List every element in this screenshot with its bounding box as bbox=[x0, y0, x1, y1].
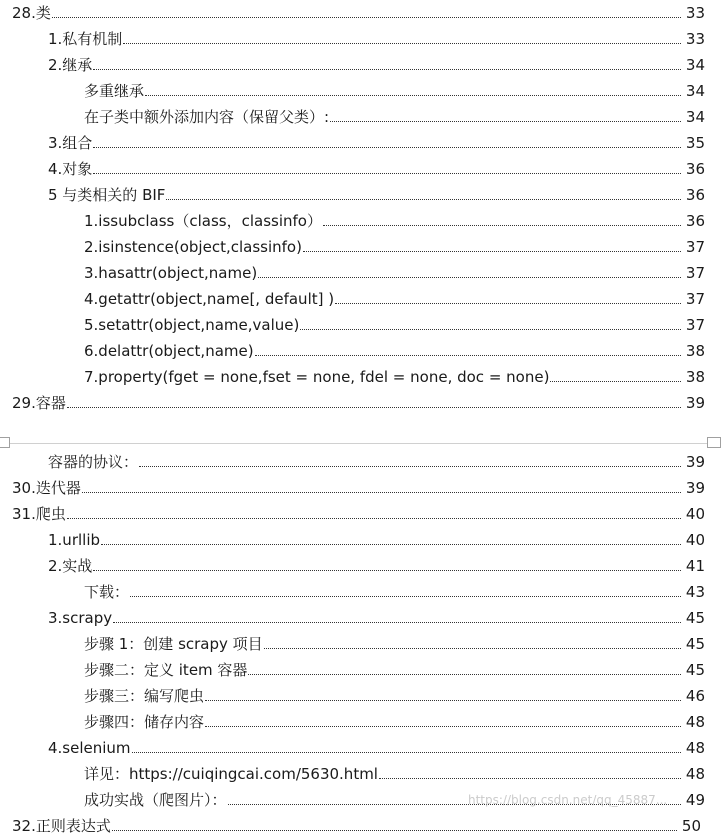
toc-leader-dots bbox=[145, 94, 681, 96]
toc-entry-title: 步骤二：定义 item 容器 bbox=[84, 661, 248, 679]
toc-leader-dots bbox=[93, 146, 681, 148]
toc-entry-page: 37 bbox=[685, 316, 705, 334]
toc-page-lower bbox=[0, 449, 721, 813]
toc-leader-dots bbox=[101, 543, 681, 545]
toc-entry-title: 31.爬虫 bbox=[12, 505, 66, 523]
toc-leader-dots bbox=[132, 751, 681, 753]
toc-entry[interactable] bbox=[0, 475, 721, 501]
toc-leader-dots bbox=[258, 276, 681, 278]
toc-leader-dots bbox=[93, 68, 681, 70]
toc-entry[interactable] bbox=[0, 260, 721, 286]
toc-entry-title: 容器的协议： bbox=[48, 453, 139, 471]
toc-entry-page: 34 bbox=[685, 108, 705, 126]
toc-leader-dots bbox=[255, 354, 681, 356]
toc-entry-page: 34 bbox=[685, 56, 705, 74]
toc-entry-page: 33 bbox=[685, 30, 705, 48]
toc-entry-page: 38 bbox=[685, 368, 705, 386]
toc-entry-title: 4.selenium bbox=[48, 739, 131, 757]
toc-entry-title: 32.正则表达式 bbox=[12, 817, 111, 835]
toc-entry-page: 48 bbox=[685, 739, 705, 757]
toc-entry-page: 45 bbox=[685, 609, 705, 627]
toc-entry-page: 49 bbox=[685, 791, 705, 809]
toc-entry-partial[interactable] bbox=[12, 813, 705, 839]
toc-entry-title: 3.scrapy bbox=[48, 609, 113, 627]
toc-entry-title: 5 与类相关的 BIF bbox=[48, 186, 166, 204]
toc-leader-dots bbox=[130, 595, 681, 597]
toc-entry-title: 在子类中额外添加内容（保留父类）: bbox=[84, 108, 330, 126]
toc-entry-page: 48 bbox=[685, 765, 705, 783]
toc-entry-title: 30.迭代器 bbox=[12, 479, 81, 497]
toc-entry-page: 39 bbox=[685, 479, 705, 497]
toc-entry-title: 1.urllib bbox=[48, 531, 101, 549]
toc-leader-dots bbox=[113, 621, 681, 623]
toc-entry-title: 2.实战 bbox=[48, 557, 93, 575]
toc-entry[interactable] bbox=[0, 338, 721, 364]
toc-leader-dots bbox=[67, 406, 681, 408]
toc-entry[interactable] bbox=[0, 709, 721, 735]
toc-entry[interactable] bbox=[0, 631, 721, 657]
toc-entry-page: 40 bbox=[685, 505, 705, 523]
toc-leader-dots bbox=[82, 491, 681, 493]
toc-entry-title: 步骤三：编写爬虫 bbox=[84, 687, 205, 705]
watermark: https://blog.csdn.net/qq_45887... bbox=[468, 793, 668, 807]
toc-leader-dots bbox=[93, 172, 681, 174]
page-corner-marker-left bbox=[0, 437, 10, 448]
toc-leader-dots bbox=[550, 380, 681, 382]
toc-entry-title: 28.类 bbox=[12, 4, 51, 22]
toc-entry[interactable] bbox=[0, 104, 721, 130]
toc-entry-title: 多重继承 bbox=[84, 82, 145, 100]
toc-entry-title: 下载： bbox=[84, 583, 130, 601]
toc-entry-title: 5.setattr(object,name,value) bbox=[84, 316, 300, 334]
toc-entry[interactable] bbox=[0, 0, 721, 26]
toc-entry[interactable] bbox=[0, 449, 721, 475]
toc-leader-dots bbox=[323, 224, 681, 226]
toc-entry-page: 43 bbox=[685, 583, 705, 601]
toc-entry[interactable] bbox=[0, 182, 721, 208]
toc-entry[interactable] bbox=[0, 130, 721, 156]
toc-entry-page: 35 bbox=[685, 134, 705, 152]
toc-entry-title: 3.组合 bbox=[48, 134, 93, 152]
toc-leader-dots bbox=[139, 465, 681, 467]
toc-page-upper bbox=[0, 0, 721, 416]
toc-entry-page: 37 bbox=[685, 290, 705, 308]
toc-leader-dots bbox=[112, 829, 677, 831]
toc-entry[interactable] bbox=[0, 605, 721, 631]
toc-entry-page: 39 bbox=[685, 394, 705, 412]
toc-entry-page: 41 bbox=[685, 557, 705, 575]
toc-entry-title: 2.继承 bbox=[48, 56, 93, 74]
toc-entry-title: 成功实战（爬图片）： bbox=[84, 791, 227, 809]
toc-entry-title: 3.hasattr(object,name) bbox=[84, 264, 258, 282]
toc-entry-page: 36 bbox=[685, 186, 705, 204]
toc-entry-page: 39 bbox=[685, 453, 705, 471]
toc-entry[interactable] bbox=[0, 735, 721, 761]
toc-entry-page: 50 bbox=[681, 817, 701, 835]
toc-leader-dots bbox=[205, 725, 681, 727]
toc-entry-title: 2.isinstence(object,classinfo) bbox=[84, 238, 302, 256]
toc-leader-dots bbox=[248, 673, 681, 675]
toc-entry[interactable] bbox=[0, 527, 721, 553]
toc-leader-dots bbox=[93, 569, 681, 571]
toc-entry-title: 步骤四：储存内容 bbox=[84, 713, 205, 731]
toc-entry-page: 45 bbox=[685, 661, 705, 679]
toc-leader-dots bbox=[205, 699, 681, 701]
toc-entry-page: 45 bbox=[685, 635, 705, 653]
toc-entry-title: 6.delattr(object,name) bbox=[84, 342, 254, 360]
toc-entry-title: 29.容器 bbox=[12, 394, 66, 412]
page-corner-marker-right bbox=[707, 437, 721, 448]
toc-entry-page: 33 bbox=[685, 4, 705, 22]
toc-leader-dots bbox=[379, 777, 681, 779]
toc-entry[interactable] bbox=[0, 286, 721, 312]
toc-entry-title: 7.property(fget = none,fset = none, fdel = none, doc = none) bbox=[84, 368, 550, 386]
toc-leader-dots bbox=[67, 517, 681, 519]
toc-entry[interactable] bbox=[0, 26, 721, 52]
toc-entry-title: 1.私有机制 bbox=[48, 30, 123, 48]
toc-entry[interactable] bbox=[0, 208, 721, 234]
toc-leader-dots bbox=[52, 16, 681, 18]
page-break-line bbox=[0, 443, 721, 444]
toc-entry[interactable] bbox=[0, 312, 721, 338]
page-break-gap bbox=[0, 416, 721, 449]
toc-leader-dots bbox=[166, 198, 681, 200]
toc-entry-page: 37 bbox=[685, 238, 705, 256]
toc-entry-page: 37 bbox=[685, 264, 705, 282]
toc-entry-title: 4.getattr(object,name[, default] ) bbox=[84, 290, 335, 308]
toc-entry-title: 步骤 1：创建 scrapy 项目 bbox=[84, 635, 263, 653]
toc-entry-page: 40 bbox=[685, 531, 705, 549]
toc-entry-page: 46 bbox=[685, 687, 705, 705]
toc-entry-title: 详见：https://cuiqingcai.com/5630.html bbox=[84, 765, 378, 783]
toc-entry[interactable] bbox=[0, 52, 721, 78]
toc-leader-dots bbox=[123, 42, 681, 44]
toc-entry-page: 36 bbox=[685, 160, 705, 178]
toc-entry[interactable] bbox=[0, 234, 721, 260]
toc-entry[interactable] bbox=[0, 390, 721, 416]
toc-entry[interactable] bbox=[0, 156, 721, 182]
toc-entry[interactable] bbox=[0, 78, 721, 104]
toc-entry[interactable] bbox=[0, 501, 721, 527]
toc-entry[interactable] bbox=[0, 761, 721, 787]
toc-entry[interactable] bbox=[0, 553, 721, 579]
toc-leader-dots bbox=[335, 302, 681, 304]
toc-entry-page: 34 bbox=[685, 82, 705, 100]
toc-entry-page: 38 bbox=[685, 342, 705, 360]
toc-entry-page: 36 bbox=[685, 212, 705, 230]
toc-entry[interactable] bbox=[0, 683, 721, 709]
toc-entry[interactable] bbox=[0, 364, 721, 390]
toc-entry-title: 1.issubclass（class，classinfo） bbox=[84, 212, 322, 230]
toc-entry[interactable] bbox=[0, 579, 721, 605]
toc-leader-dots bbox=[264, 647, 681, 649]
toc-entry-title: 4.对象 bbox=[48, 160, 93, 178]
toc-leader-dots bbox=[300, 328, 681, 330]
toc-leader-dots bbox=[330, 120, 681, 122]
toc-leader-dots bbox=[303, 250, 681, 252]
toc-entry[interactable] bbox=[0, 657, 721, 683]
toc-entry-page: 48 bbox=[685, 713, 705, 731]
